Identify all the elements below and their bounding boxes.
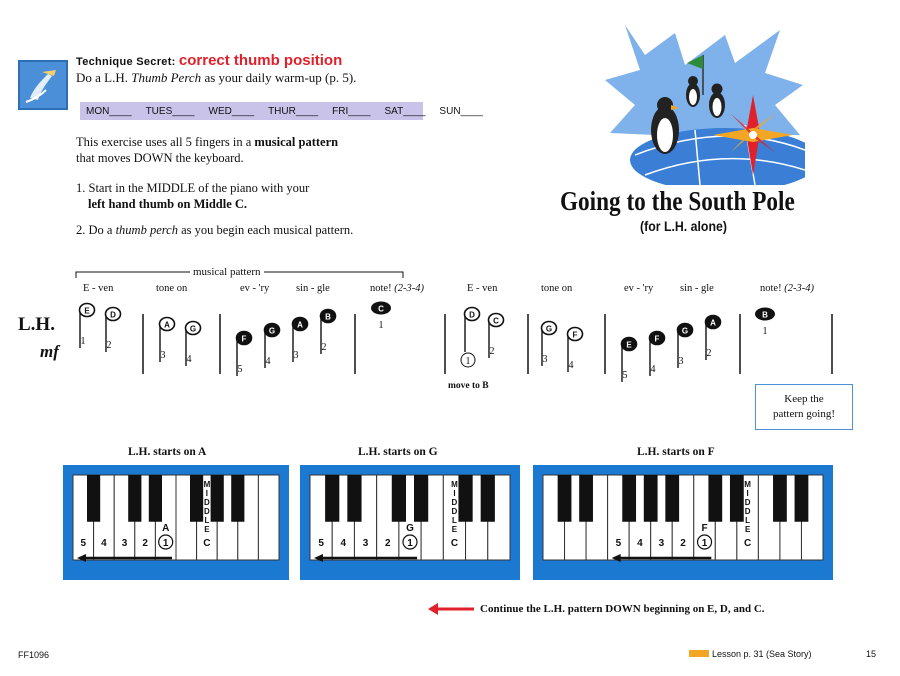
keyboard-title-f: L.H. starts on F	[637, 446, 715, 458]
lyric-2: tone on	[156, 283, 188, 294]
keyboard-f	[533, 465, 833, 580]
day-tues[interactable]: TUES____	[145, 105, 195, 117]
note-4	[186, 322, 201, 367]
svg-text:D: D	[469, 310, 475, 320]
start-note-label: F	[701, 523, 708, 534]
keyboard-a	[63, 465, 289, 580]
svg-text:1: 1	[465, 356, 471, 367]
fingering-note-1: (2-3-4)	[394, 283, 424, 294]
svg-text:F: F	[241, 334, 247, 344]
note-12	[542, 322, 557, 367]
step-2-prefix: 2. Do a	[76, 223, 116, 237]
finger-number: 2	[384, 538, 391, 549]
middle-label: L	[204, 516, 210, 525]
finger-number: 1	[407, 538, 413, 549]
note-17	[706, 316, 721, 361]
note-15	[650, 332, 665, 377]
black-key[interactable]	[708, 475, 722, 522]
day-sat[interactable]: SAT____	[384, 105, 426, 117]
finger-number: 5	[318, 538, 324, 549]
keyboard-g	[300, 465, 520, 580]
note-11	[489, 314, 504, 359]
note-5	[237, 332, 252, 377]
lyric-4: sin - gle	[296, 283, 330, 294]
note-14	[622, 338, 637, 383]
black-key[interactable]	[190, 475, 203, 522]
svg-text:C: C	[493, 316, 499, 326]
page-number: 15	[866, 649, 877, 659]
start-note-label: G	[406, 523, 414, 534]
svg-text:5: 5	[622, 370, 628, 381]
svg-text:F: F	[654, 334, 660, 344]
black-key[interactable]	[730, 475, 744, 522]
note-8	[321, 310, 336, 355]
step-2-suffix: as you begin each musical pattern.	[177, 223, 354, 237]
middle-label: D	[204, 498, 210, 507]
lyric-1: E - ven	[83, 283, 114, 294]
svg-text:5: 5	[237, 364, 243, 375]
pattern-bracket-label: musical pattern	[190, 266, 264, 278]
svg-text:G: G	[545, 324, 553, 334]
svg-text:D: D	[110, 310, 116, 320]
svg-text:4: 4	[186, 354, 192, 365]
finger-number: 2	[142, 538, 148, 549]
penguin-illustration	[605, 25, 805, 185]
black-key[interactable]	[665, 475, 679, 522]
lyric-9: sin - gle	[680, 283, 714, 294]
svg-text:2: 2	[706, 348, 712, 359]
svg-text:3: 3	[293, 350, 299, 361]
finger-number: 5	[615, 538, 622, 549]
intro-bold: musical pattern	[254, 135, 339, 149]
piece-title: Going to the South Pole	[560, 186, 795, 216]
finger-number: 3	[121, 538, 128, 549]
thumb-perch-icon	[18, 60, 68, 110]
finger-number: 2	[680, 538, 686, 549]
technique-line-suffix: as your daily warm-up (p. 5).	[201, 70, 357, 85]
lyric-5-word: note!	[370, 283, 392, 294]
note-13	[568, 328, 583, 373]
svg-text:A: A	[710, 318, 716, 328]
svg-text:2: 2	[321, 342, 327, 353]
finger-number: 5	[80, 538, 87, 549]
black-key[interactable]	[149, 475, 162, 522]
middle-label: M	[203, 480, 211, 489]
black-key[interactable]	[458, 475, 472, 522]
finger-number: 1	[701, 538, 708, 549]
step-2-em: thumb perch	[115, 223, 178, 237]
middle-label: M	[451, 480, 458, 489]
black-key[interactable]	[392, 475, 406, 522]
svg-text:B: B	[762, 310, 768, 320]
black-key[interactable]	[773, 475, 787, 522]
technique-line-em: Thumb Perch	[131, 70, 202, 85]
svg-text:E: E	[626, 340, 632, 350]
keep-line-2: pattern going!	[772, 408, 835, 420]
white-key[interactable]	[258, 475, 279, 560]
svg-text:E: E	[84, 306, 90, 316]
lyric-3: ev - 'ry	[240, 283, 270, 294]
svg-text:3: 3	[160, 350, 166, 361]
black-key[interactable]	[87, 475, 100, 522]
day-thur[interactable]: THUR____	[268, 105, 319, 117]
svg-text:B: B	[325, 312, 331, 322]
middle-label: D	[744, 507, 751, 516]
keep-line-1: Keep the	[784, 393, 824, 405]
footer-code: FF1096	[18, 650, 50, 660]
svg-text:1: 1	[80, 336, 86, 347]
finger-number: 4	[637, 538, 643, 549]
continue-instruction: Continue the L.H. pattern DOWN beginning on E, D, and C.	[480, 603, 765, 615]
svg-text:2: 2	[106, 340, 112, 351]
black-key[interactable]	[644, 475, 658, 522]
black-key[interactable]	[481, 475, 495, 522]
day-wed[interactable]: WED____	[208, 105, 255, 117]
middle-label: D	[744, 498, 751, 507]
lyric-5	[370, 283, 424, 294]
finger-number: 4	[340, 538, 347, 549]
middle-label: L	[451, 516, 457, 525]
piece-subtitle: (for L.H. alone)	[640, 218, 727, 234]
technique-line-prefix: Do a L.H.	[76, 70, 132, 85]
technique-title: correct thumb position	[178, 52, 343, 69]
hand-label: L.H.	[18, 314, 55, 335]
intro-line-2: that moves DOWN the keyboard.	[76, 151, 244, 165]
black-key[interactable]	[558, 475, 572, 522]
black-key[interactable]	[231, 475, 244, 522]
day-sun[interactable]: SUN____	[439, 105, 483, 117]
middle-c-label: C	[743, 538, 752, 549]
note-7	[293, 318, 308, 363]
penguin-small-1	[686, 76, 700, 107]
note-6	[265, 324, 280, 369]
finger-number: 3	[658, 538, 665, 549]
step-2	[76, 222, 353, 238]
technique-label: Technique Secret:	[76, 56, 176, 68]
lyric-7: tone on	[541, 283, 573, 294]
svg-text:A: A	[164, 320, 170, 330]
middle-label: D	[451, 498, 458, 507]
day-mon[interactable]: MON____	[86, 105, 132, 117]
black-key[interactable]	[211, 475, 224, 522]
start-note-label: A	[162, 523, 170, 534]
lyric-10-word: note!	[760, 283, 782, 294]
middle-c-label: C	[203, 538, 211, 549]
fingering-note-2: (2-3-4)	[784, 283, 814, 294]
note-18	[755, 308, 775, 338]
svg-text:F: F	[572, 330, 578, 340]
middle-label: E	[204, 525, 210, 534]
step-1-line-1: 1. Start in the MIDDLE of the piano with your	[76, 181, 310, 195]
svg-text:4: 4	[265, 356, 271, 367]
move-to-b: move to B	[448, 381, 489, 391]
middle-label: I	[205, 489, 209, 498]
svg-text:4: 4	[650, 364, 656, 375]
middle-label: I	[453, 489, 456, 498]
dynamic-marking: mf	[40, 342, 59, 361]
finger-number: 4	[101, 538, 107, 549]
svg-text:A: A	[297, 320, 303, 330]
black-key[interactable]	[128, 475, 141, 522]
middle-c-label: C	[450, 538, 459, 549]
finger-number: 1	[162, 538, 169, 549]
finger-number: 3	[362, 538, 369, 549]
keyboard-title-a: L.H. starts on A	[128, 446, 207, 458]
step-1-line-2: left hand thumb on Middle C.	[88, 197, 248, 211]
note-10	[461, 308, 480, 368]
middle-label: D	[451, 507, 458, 516]
svg-text:3: 3	[678, 356, 684, 367]
svg-text:1: 1	[378, 320, 384, 331]
lyric-8: ev - 'ry	[624, 283, 654, 294]
music-staff	[0, 262, 900, 392]
lyric-6: E - ven	[467, 283, 498, 294]
middle-label: M	[744, 480, 751, 489]
note-9	[371, 302, 391, 332]
svg-text:2: 2	[489, 346, 495, 357]
keep-pattern-callout	[755, 384, 853, 430]
black-key[interactable]	[325, 475, 339, 522]
intro-prefix: This exercise uses all 5 fingers in a	[76, 135, 255, 149]
note-3	[160, 318, 175, 363]
technique-instruction	[76, 70, 356, 86]
black-key[interactable]	[579, 475, 593, 522]
svg-text:4: 4	[568, 360, 574, 371]
middle-label: D	[204, 507, 210, 516]
note-16	[678, 324, 693, 369]
middle-label: I	[746, 489, 749, 498]
note-2	[106, 308, 121, 353]
svg-text:G: G	[681, 326, 689, 336]
keyboard-title-g: L.H. starts on G	[358, 446, 438, 458]
lesson-book-icon	[689, 650, 709, 657]
svg-text:3: 3	[542, 354, 548, 365]
note-1	[80, 304, 95, 349]
practice-days-bar	[80, 102, 483, 120]
middle-label: E	[744, 525, 751, 534]
black-key[interactable]	[622, 475, 636, 522]
footer-lesson: Lesson p. 31 (Sea Story)	[712, 649, 812, 659]
intro-line-1	[76, 134, 338, 150]
middle-label: L	[745, 516, 751, 525]
black-key[interactable]	[795, 475, 809, 522]
day-fri[interactable]: FRI____	[332, 105, 371, 117]
middle-label: E	[451, 525, 458, 534]
svg-text:1: 1	[762, 326, 768, 337]
lyric-10	[760, 283, 814, 294]
technique-heading	[76, 52, 342, 69]
svg-text:G: G	[268, 326, 276, 336]
black-key[interactable]	[347, 475, 361, 522]
svg-text:C: C	[378, 304, 384, 314]
red-arrow-left-icon	[428, 602, 474, 616]
svg-text:G: G	[189, 324, 197, 334]
black-key[interactable]	[414, 475, 428, 522]
